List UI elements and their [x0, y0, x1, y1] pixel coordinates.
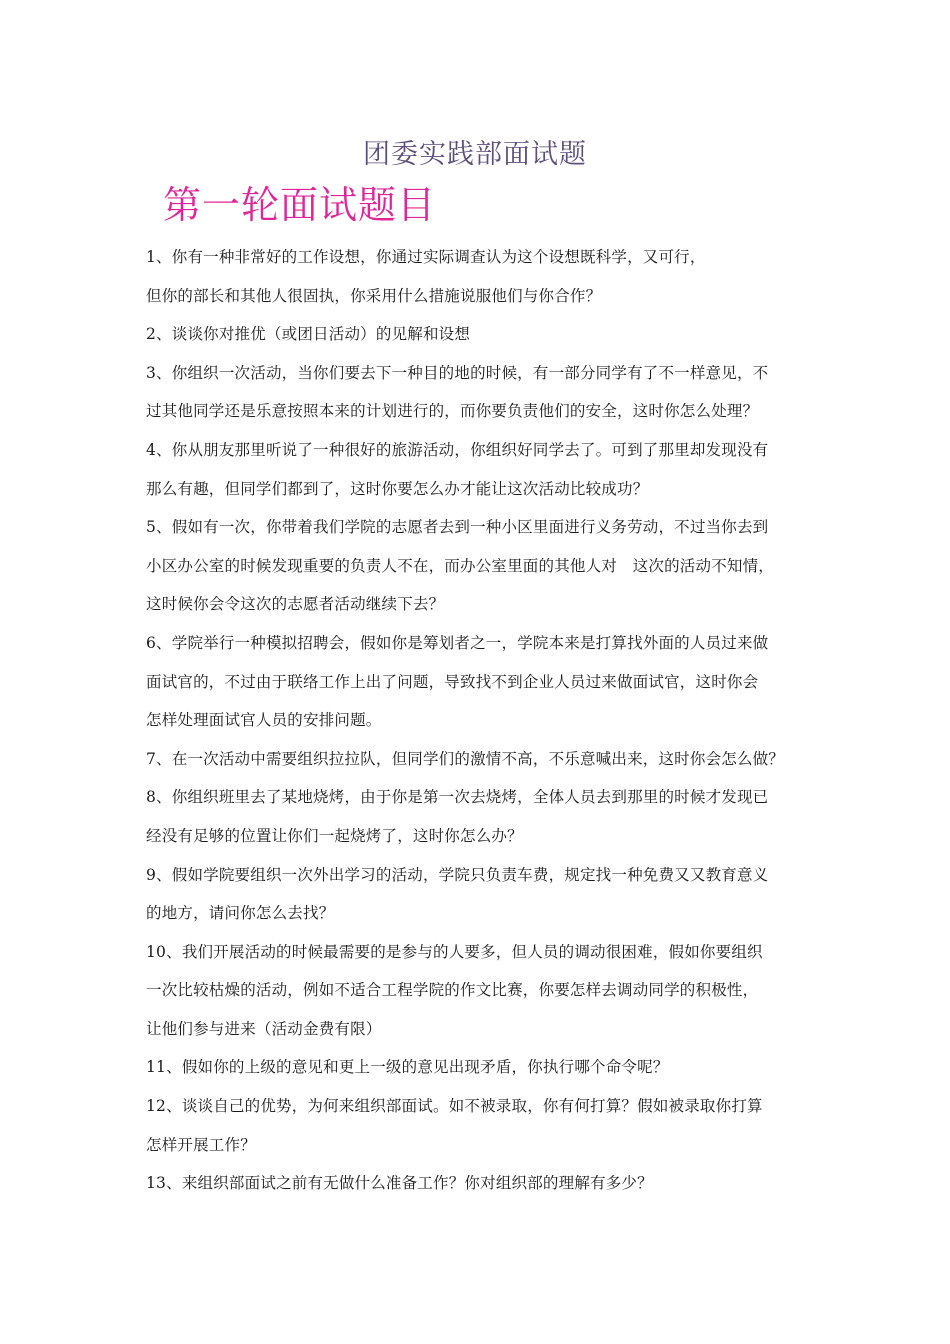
question-line: 9、假如学院要组织一次外出学习的活动，学院只负责车费，规定找一种免费又又教育意义 — [146, 865, 769, 884]
question-line: 一次比较枯燥的活动，例如不适合工程学院的作文比赛，你要怎样去调动同学的积极性， — [146, 981, 759, 1000]
question-line: 6、学院举行一种模拟招聘会，假如你是筹划者之一，学院本来是打算找外面的人员过来做 — [146, 633, 769, 652]
question-line: 经没有足够的位置让你们一起烧烤了，这时你怎么办？ — [146, 826, 523, 845]
question-list — [146, 242, 836, 1207]
question-line: 怎样开展工作？ — [146, 1135, 256, 1154]
question-line: 面试官的，不过由于联络工作上出了问题，导致找不到企业人员过来做面试官，这时你会 — [146, 672, 759, 691]
question-line: 这时候你会令这次的志愿者活动继续下去？ — [146, 595, 445, 614]
question-line: 的地方，请问你怎么去找？ — [146, 904, 335, 923]
section-title: 第一轮面试题目 — [163, 183, 437, 227]
question-line: 那么有趣，但同学们都到了，这时你要怎么办才能让这次活动比较成功？ — [146, 479, 649, 498]
question-line: 怎样处理面试官人员的安排问题。 — [146, 711, 382, 730]
question-line: 13、来组织部面试之前有无做什么准备工作？你对组织部的理解有多少？ — [146, 1174, 653, 1193]
question-line: 小区办公室的时候发现重要的负责人不在，而办公室里面的其他人对 这次的活动不知情， — [146, 556, 775, 575]
question-line: 5、假如有一次，你带着我们学院的志愿者去到一种小区里面进行义务劳动，不过当你去到 — [146, 518, 769, 537]
question-line: 7、在一次活动中需要组织拉拉队，但同学们的激情不高，不乐意喊出来，这时你会怎么做？ — [146, 749, 785, 768]
question-line: 3、你组织一次活动，当你们要去下一种目的地的时候，有一部分同学有了不一样意见，不 — [146, 363, 769, 382]
question-line: 8、你组织班里去了某地烧烤，由于你是第一次去烧烤，全体人员去到那里的时候才发现已 — [146, 788, 769, 807]
question-line: 10、我们开展活动的时候最需要的是参与的人要多，但人员的调动很困难，假如你要组织 — [146, 942, 763, 961]
question-line: 4、你从朋友那里听说了一种很好的旅游活动，你组织好同学去了。可到了那里却发现没有 — [146, 440, 769, 459]
question-line: 1、你有一种非常好的工作设想，你通过实际调查认为这个设想既科学，又可行， — [146, 248, 706, 266]
question-line: 但你的部长和其他人很固执，你采用什么措施说服他们与你合作？ — [146, 286, 602, 305]
question-line: 12、谈谈自己的优势，为何来组织部面试。如不被录取，你有何打算？假如被录取你打算 — [146, 1097, 763, 1116]
question-line: 让他们参与进来（活动金费有限） — [146, 1019, 382, 1038]
question-line: 11、假如你的上级的意见和更上一级的意见出现矛盾，你执行哪个命令呢？ — [146, 1058, 669, 1077]
document-title: 团委实践部面试题 — [363, 139, 587, 170]
question-line: 2、谈谈你对推优（或团日活动）的见解和设想 — [146, 325, 471, 344]
question-line: 过其他同学还是乐意按照本来的计划进行的，而你要负责他们的安全，这时你怎么处理？ — [146, 402, 759, 421]
